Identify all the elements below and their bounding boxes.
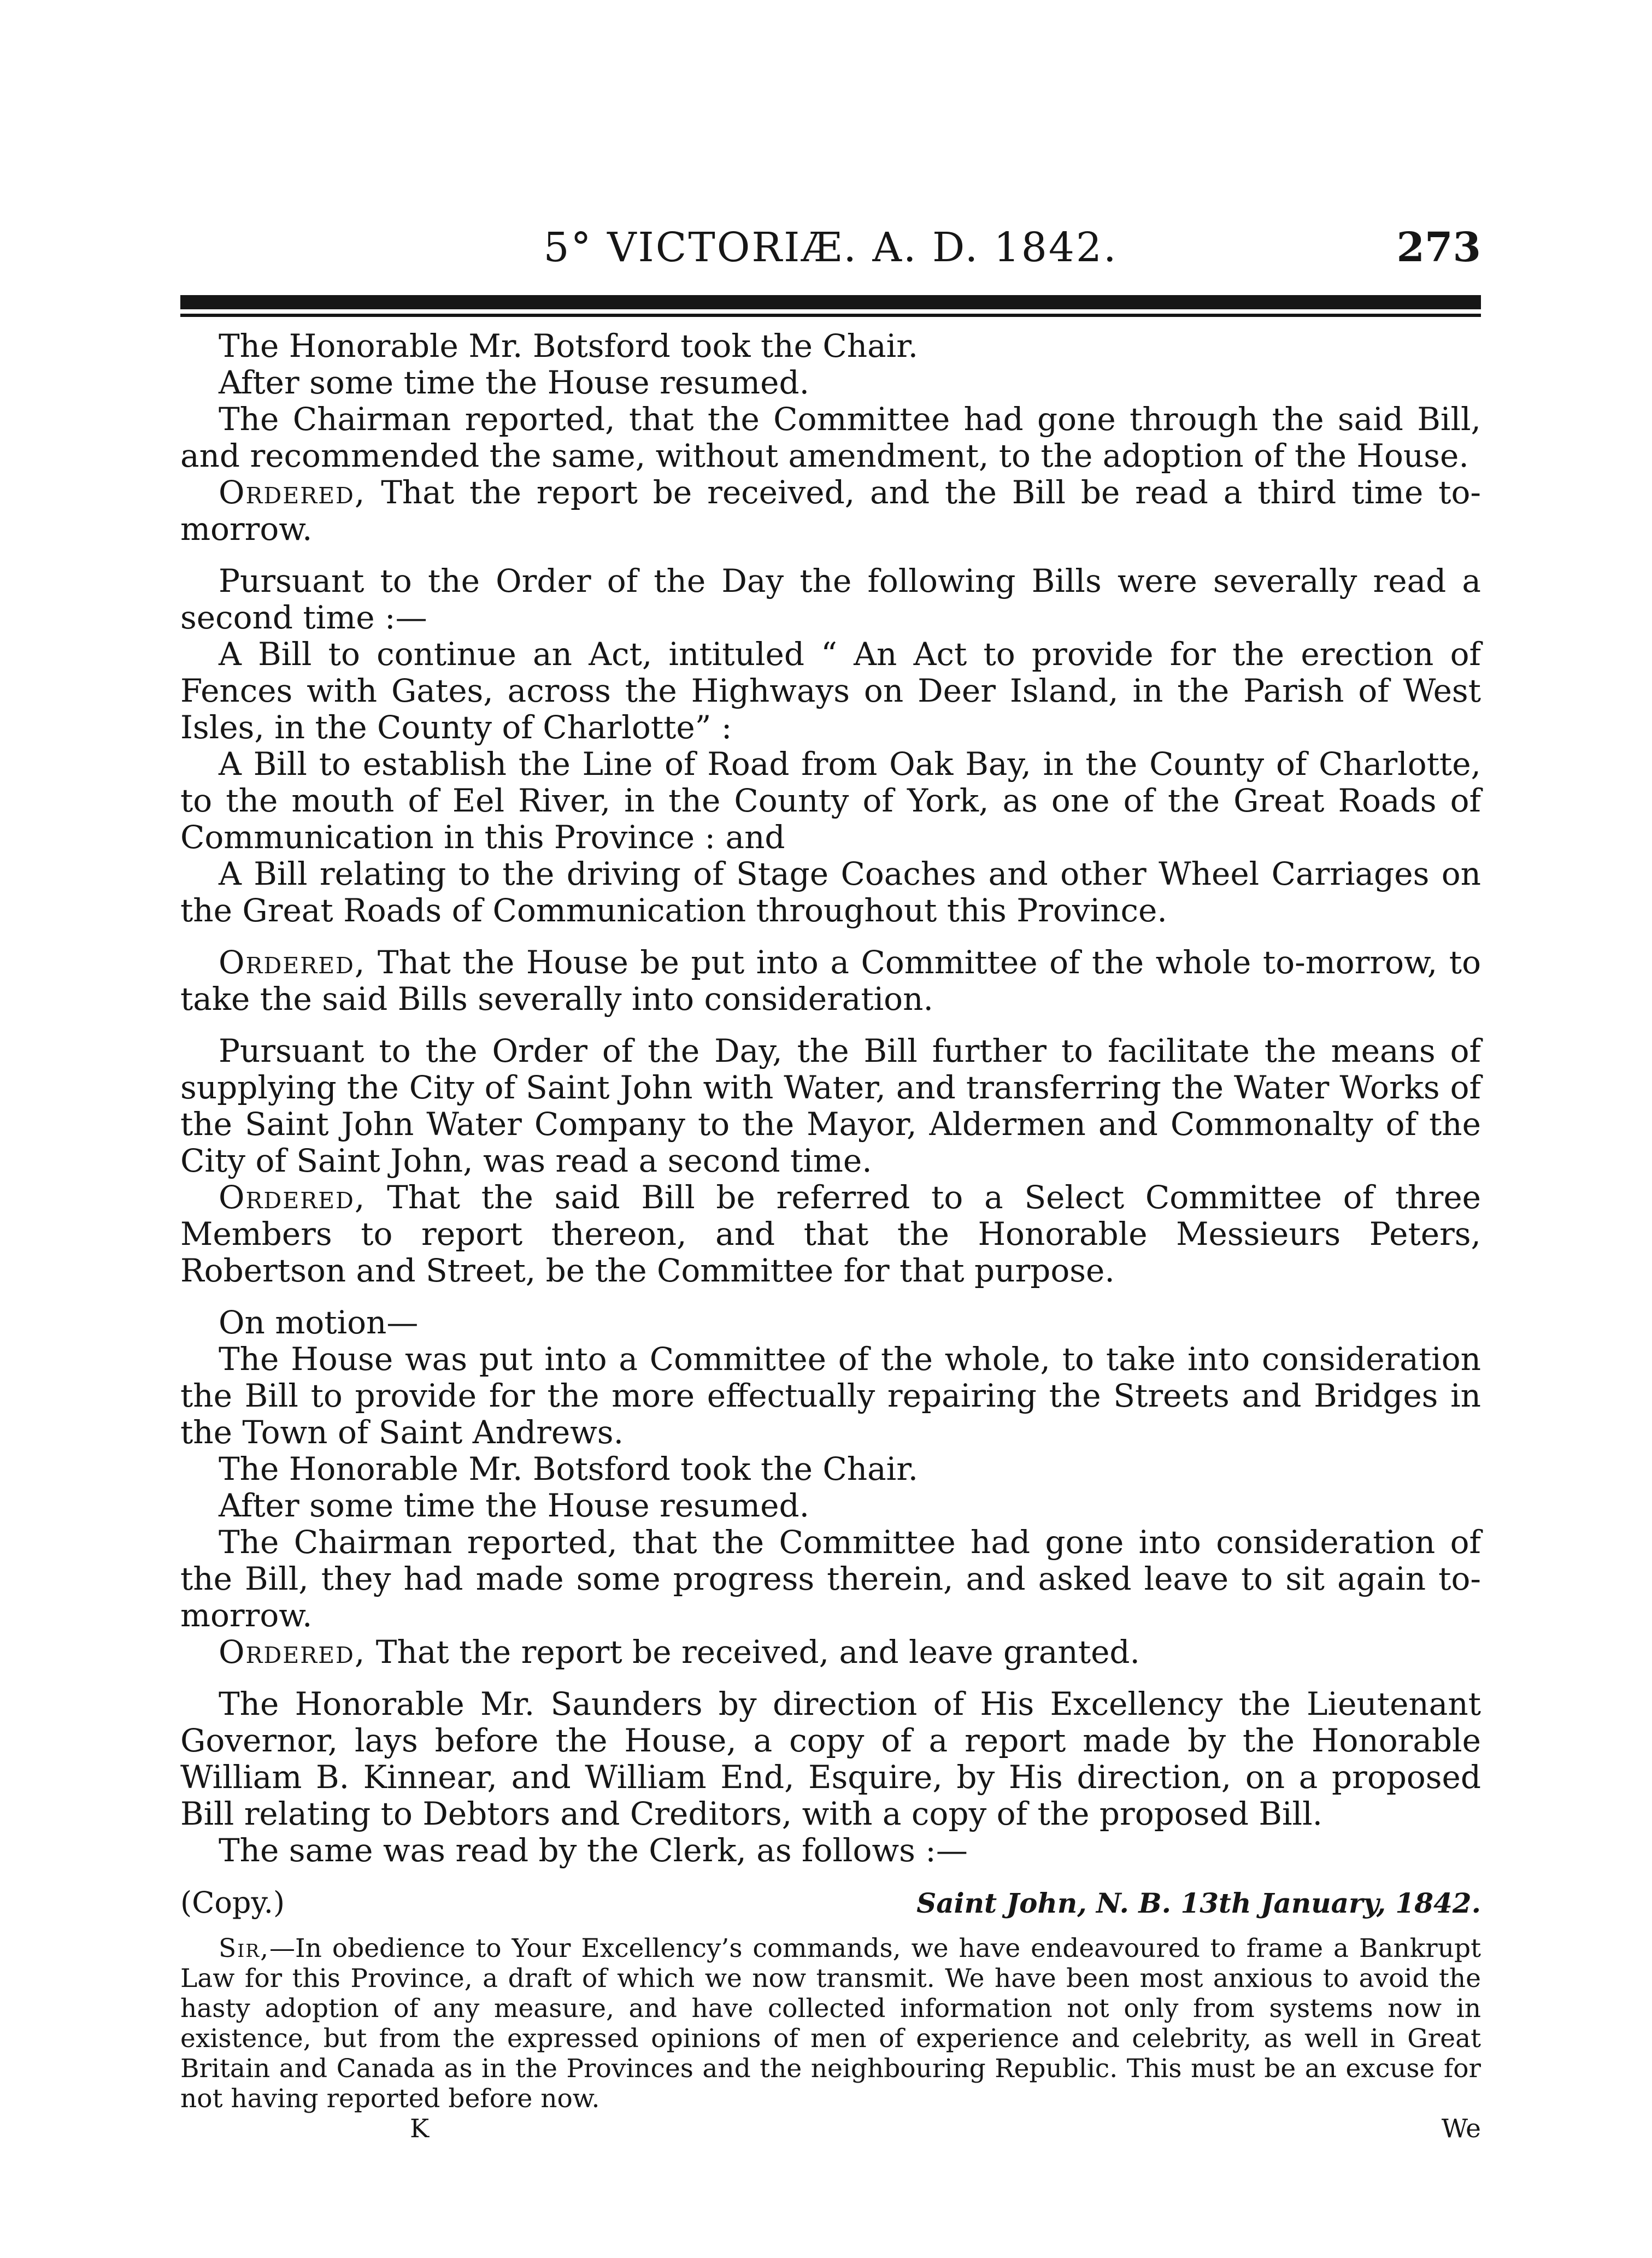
signature-mark: K — [410, 2114, 430, 2144]
paragraph: A Bill to establish the Line of Road from Oak Bay, in the County of Charlotte, to the mouth of Eel River, in the County of York, as one of the Great Roads of Communication in this Province : and — [180, 745, 1481, 856]
paragraph: After some time the House resumed. — [219, 364, 810, 401]
paragraph: A Bill relating to the driving of Stage Coaches and other Wheel Carriages on the Great Roads of Communication throughout this Province. — [180, 855, 1481, 929]
paragraph-ordered — [180, 944, 1481, 1018]
ordered-lead: Ordered, — [219, 944, 366, 981]
paragraph: The Honorable Mr. Botsford took the Chair. — [219, 327, 919, 364]
running-head: 5° VICTORIÆ. A. D. 1842. — [543, 224, 1118, 271]
paragraph: Pursuant to the Order of the Day, the Bill further to facilitate the means of supplying the City of Saint John with Water, and transferring the Water Works of the Saint John Water Company to the Mayor, Aldermen and Commonalty of the City of Saint John, was read a second time. — [180, 1032, 1481, 1179]
page-footer — [180, 2114, 1481, 2144]
letter — [180, 1933, 1481, 2144]
paragraph-ordered — [180, 1634, 1481, 1671]
paragraph: The Chairman reported, that the Committee had gone through the said Bill, and recommended the same, without amendment, to the adoption of the House. — [180, 401, 1481, 474]
page-number: 273 — [1396, 224, 1481, 271]
paragraph-text: That the House be put into a Committee of the whole to-morrow, to take the said Bills severally into consideration. — [180, 944, 1481, 1018]
ordered-lead: Ordered, — [219, 474, 366, 511]
letter-body — [180, 1933, 1481, 2114]
paragraph: The same was read by the Clerk, as follows :— — [219, 1832, 968, 1869]
ordered-lead: Ordered, — [219, 1179, 366, 1216]
paragraph-ordered — [180, 474, 1481, 548]
paragraph: The Honorable Mr. Botsford took the Chair. — [219, 1450, 919, 1487]
paragraph: On motion— — [219, 1304, 419, 1341]
paragraph-text: That the report be received, and leave granted. — [366, 1633, 1140, 1671]
paragraph-ordered — [180, 1179, 1481, 1289]
header-rule — [180, 295, 1481, 309]
letter-heading — [180, 1884, 1481, 1921]
page-header — [180, 224, 1481, 284]
letter-text: —In obedience to Your Excellency’s commands, we have endeavoured to frame a Bankrupt Law for this Province, a draft of which we now transmit. We have been most anxious to avoid the hasty adoption of any measure, and have collected information not only from systems now in existence, but from the expressed opinions of men of experience and celebrity, as well in Great Britain and Canada as in the Provinces and the neighbouring Republic. This must be an excuse for not having reported before now. — [180, 1933, 1481, 2114]
paragraph: The Honorable Mr. Saunders by direction of His Excellency the Lieutenant Governor, lays before the House, a copy of a report made by the Honorable William B. Kinnear, and William End, Esquire, by His direction, on a proposed Bill relating to Debtors and Creditors, with a copy of the proposed Bill. — [180, 1685, 1481, 1832]
paragraph: The Chairman reported, that the Committee had gone into consideration of the Bill, they had made some progress therein, and asked leave to sit again to-morrow. — [180, 1524, 1481, 1634]
page-body — [180, 328, 1481, 2144]
letter-salutation: Sir, — [219, 1933, 270, 1963]
header-rule-thin — [180, 314, 1481, 317]
paragraph: A Bill to continue an Act, intituled “ An Act to provide for the erection of Fences with Gates, across the Highways on Deer Island, in the Parish of West Isles, in the County of Charlotte” : — [180, 636, 1481, 746]
letter-dateline: Saint John, N. B. 13th January, 1842. — [916, 1887, 1481, 1919]
paragraph: Pursuant to the Order of the Day the following Bills were severally read a second time :— — [180, 562, 1481, 636]
ordered-lead: Ordered, — [219, 1633, 366, 1671]
copy-label: (Copy.) — [180, 1885, 285, 1920]
paragraph: The House was put into a Committee of the whole, to take into consideration the Bill to provide for the more effectually repairing the Streets and Bridges in the Town of Saint Andrews. — [180, 1340, 1481, 1451]
catchword: We — [1441, 2114, 1481, 2144]
paragraph: After some time the House resumed. — [219, 1487, 810, 1524]
paragraph-text: That the report be received, and the Bill be read a third time to-morrow. — [180, 474, 1481, 548]
paragraph-text: That the said Bill be referred to a Select Committee of three Members to report thereon, and that the Honorable Messieurs Peters, Robertson and Street, be the Committee for that purpose. — [180, 1179, 1481, 1289]
